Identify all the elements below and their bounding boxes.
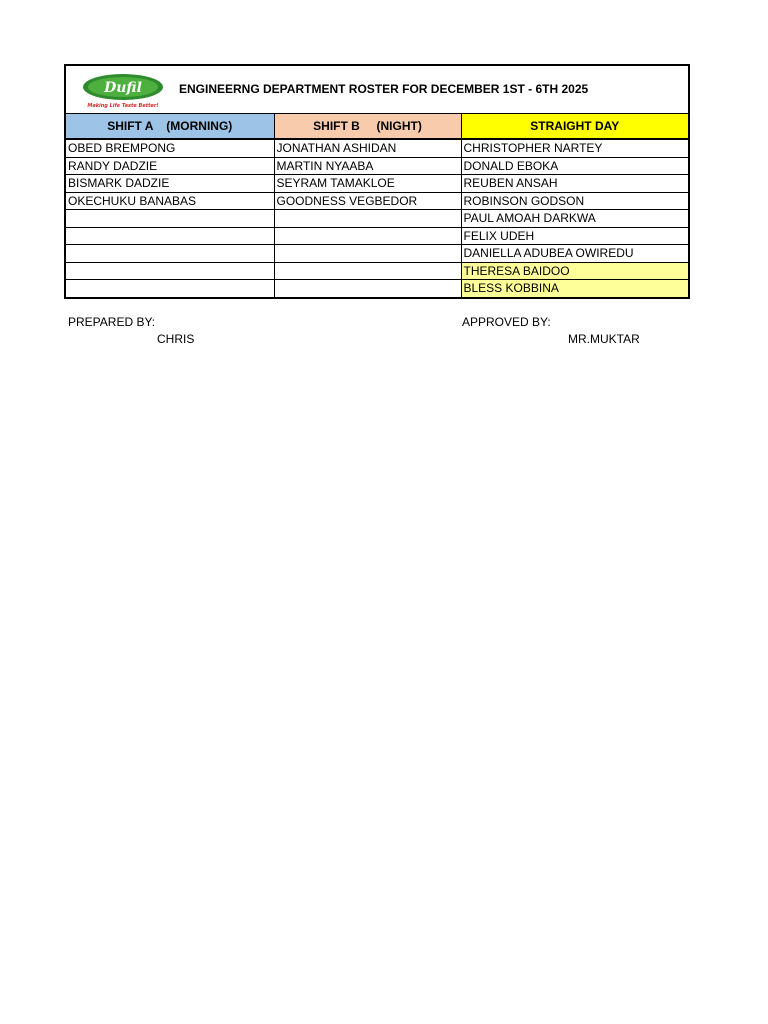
column-header-shift-b: SHIFT B (NIGHT) — [274, 114, 461, 139]
prepared-by-label: PREPARED BY: — [68, 315, 156, 329]
cell-shift-b: MARTIN NYAABA — [274, 157, 461, 175]
column-header-straight-day: STRAIGHT DAY — [461, 114, 688, 139]
cell-shift-b — [274, 262, 461, 280]
roster-sheet — [64, 64, 690, 299]
table-row — [66, 192, 688, 210]
table-row — [66, 157, 688, 175]
cell-shift-b — [274, 227, 461, 245]
page-title: ENGINEERNG DEPARTMENT ROSTER FOR DECEMBER 1ST - 6TH 2025 — [179, 82, 589, 96]
approved-by-name: MR.MUKTAR — [568, 332, 640, 346]
approved-by-label: APPROVED BY: — [462, 315, 551, 329]
cell-shift-b: JONATHAN ASHIDAN — [274, 139, 461, 157]
cell-straight-day: CHRISTOPHER NARTEY — [461, 139, 688, 157]
cell-shift-a — [66, 280, 274, 298]
column-header-shift-a: SHIFT A (MORNING) — [66, 114, 274, 139]
cell-shift-b — [274, 280, 461, 298]
cell-shift-a — [66, 227, 274, 245]
table-row — [66, 245, 688, 263]
cell-straight-day: DONALD EBOKA — [461, 157, 688, 175]
cell-straight-day: DANIELLA ADUBEA OWIREDU — [461, 245, 688, 263]
logo-tagline-text: Making Life Taste Better! — [87, 103, 159, 109]
table-row — [66, 175, 688, 193]
header-row — [66, 114, 688, 139]
cell-shift-b — [274, 210, 461, 228]
prepared-by-name: CHRIS — [157, 332, 195, 346]
cell-shift-a — [66, 245, 274, 263]
title-row — [66, 66, 688, 114]
cell-shift-b: GOODNESS VEGBEDOR — [274, 192, 461, 210]
cell-straight-day: FELIX UDEH — [461, 227, 688, 245]
cell-shift-b: SEYRAM TAMAKLOE — [274, 175, 461, 193]
cell-straight-day-highlighted: BLESS KOBBINA — [461, 280, 688, 298]
cell-shift-a: OKECHUKU BANABAS — [66, 192, 274, 210]
dufil-logo — [80, 72, 166, 110]
table-row — [66, 210, 688, 228]
cell-straight-day: PAUL AMOAH DARKWA — [461, 210, 688, 228]
cell-shift-b — [274, 245, 461, 263]
cell-shift-a: BISMARK DADZIE — [66, 175, 274, 193]
cell-straight-day-highlighted: THERESA BAIDOO — [461, 262, 688, 280]
table-row — [66, 227, 688, 245]
roster-table — [66, 114, 688, 299]
cell-shift-a: OBED BREMPONG — [66, 139, 274, 157]
logo-brand-text: Dufil — [104, 80, 142, 96]
cell-shift-a — [66, 210, 274, 228]
table-row — [66, 280, 688, 298]
table-row — [66, 262, 688, 280]
cell-straight-day: ROBINSON GODSON — [461, 192, 688, 210]
cell-shift-a — [66, 262, 274, 280]
table-row — [66, 139, 688, 157]
cell-shift-a: RANDY DADZIE — [66, 157, 274, 175]
cell-straight-day: REUBEN ANSAH — [461, 175, 688, 193]
